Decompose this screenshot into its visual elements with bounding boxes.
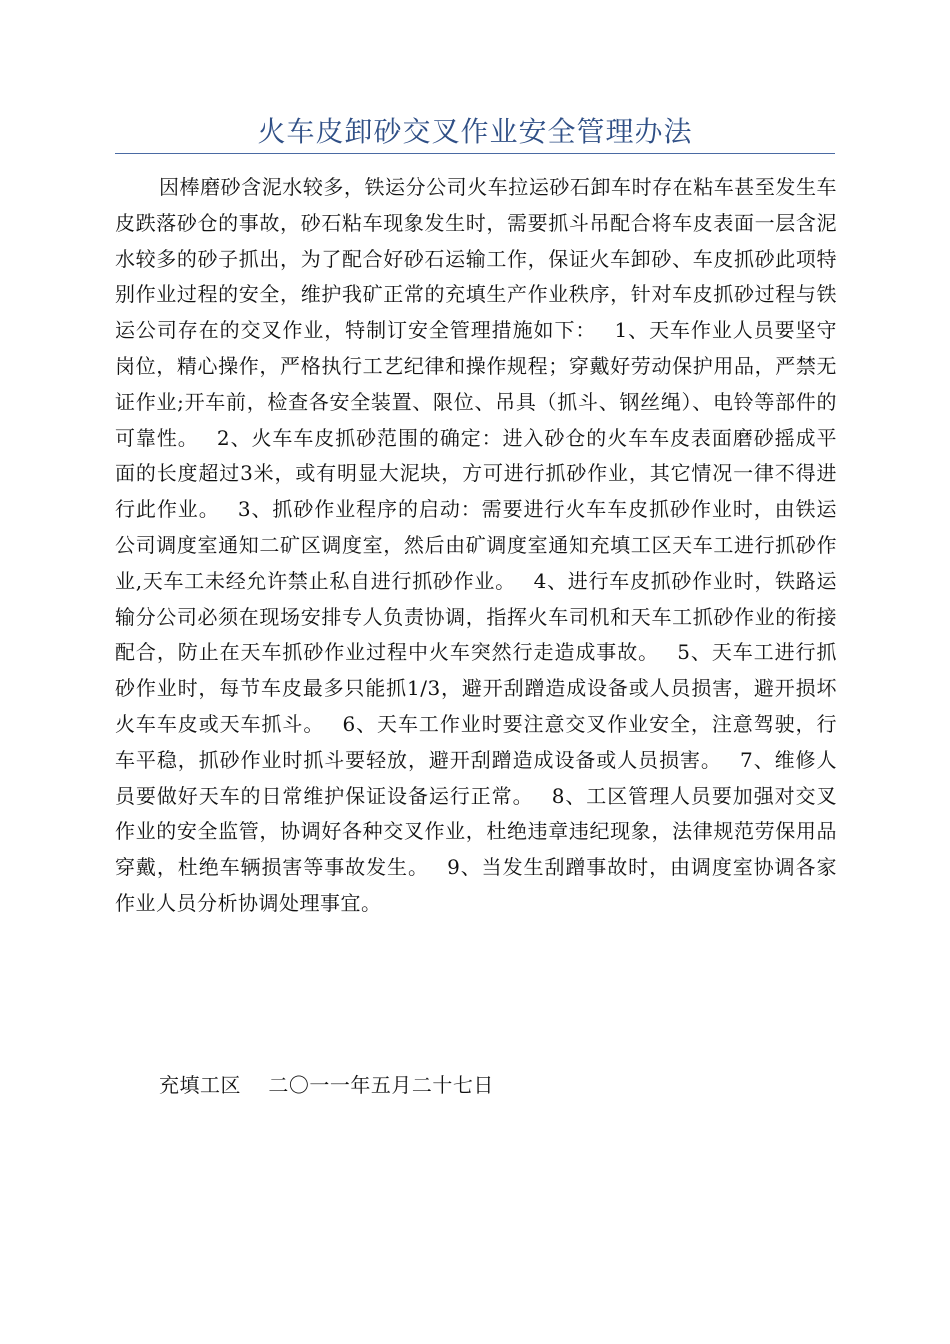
document-title: 火车皮卸砂交叉作业安全管理办法 bbox=[257, 115, 693, 148]
title-underline bbox=[115, 153, 835, 154]
document-body: 因棒磨砂含泥水较多，铁运分公司火车拉运砂石卸车时存在粘车甚至发生车皮跌落砂仓的事故，砂石粘车现象发生时，需要抓斗吊配合将车皮表面一层含泥水较多的砂子抓出，为了配合好砂石运输工作，保证火车卸砂、车皮抓砂此项特别作业过程的安全，维护我矿正常的充填生产作业秩序，针对车皮抓砂过程与铁运公司存在的交叉作业，特制订安全管理措施如下： 1、天车作业人员要坚守岗位，精心操作，严格执行工艺纪律和操作规程；穿戴好劳动保护用品，严禁无证作业;开车前，检查各安全装置、限位、吊具（抓斗、钢丝绳）、电铃等部件的可靠性。 2、火车车皮抓砂范围的确定：进入砂仓的火车车皮表面磨砂摇成平面的长度超过3米，或有明显大泥块，方可进行抓砂作业，其它情况一律不得进行此作业。 3、抓砂作业程序的启动：需要进行火车车皮抓砂作业时，由铁运公司调度室通知二矿区调度室，然后由矿调度室通知充填工区天车工进行抓砂作业,天车工未经允许禁止私自进行抓砂作业。 4、进行车皮抓砂作业时，铁路运输分公司必须在现场安排专人负责协调，指挥火车司机和天车工抓砂作业的衔接配合，防止在天车抓砂作业过程中火车突然行走造成事故。 5、天车工进行抓砂作业时，每节车皮最多只能抓1/3，避开刮蹭造成设备或人员损害，避开损坏火车车皮或天车抓斗。 6、天车工作业时要注意交叉作业安全，注意驾驶，行车平稳，抓砂作业时抓斗要轻放，避开刮蹭造成设备或人员损害。 7、维修人员要做好天车的日常维护保证设备运行正常。 8、工区管理人员要加强对交叉作业的安全监管，协调好各种交叉作业，杜绝违章违纪现象，法律规范劳保用品穿戴，杜绝车辆损害等事故发生。 9、当发生刮蹭事故时，由调度室协调各家作业人员分析协调处理事宜。 bbox=[115, 175, 837, 915]
signature-line: 充填工区 二〇一一年五月二十七日 bbox=[159, 1073, 494, 1097]
